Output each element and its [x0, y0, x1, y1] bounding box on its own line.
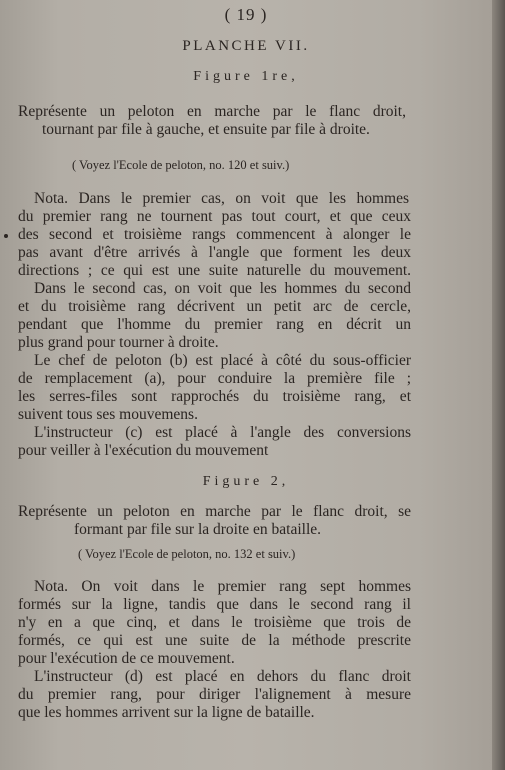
figure-1-nota-line: les serres-files sont rapprochés du troisième rang, et [18, 388, 411, 405]
figure-1-reference: ( Voyez l'Ecole de peloton, no. 120 et suiv.) [72, 158, 290, 172]
figure-2-nota-line: Nota. On voit dans le premier rang sept hommes [34, 578, 411, 595]
figure-2-nota-line: que les hommes arrivent sur la ligne de bataille. [18, 704, 315, 721]
figure-1-nota-line: pas avant d'être arrivés à l'angle que forment les deux [18, 244, 411, 261]
figure-2-nota-line: L'instructeur (d) est placé en dehors du flanc droit [34, 668, 411, 685]
figure-2-nota-line: pour l'exécution de ce mouvement. [18, 650, 235, 667]
figure-1-nota-line: pour veiller à l'exécution du mouvement [18, 442, 269, 459]
figure-1-nota-line: des second et troisième rangs commencent à alonger le [18, 226, 411, 243]
figure-2-desc-line-2: formant par file sur la droite en bataille. [74, 521, 322, 538]
figure-2-nota-line: n'y en a que cinq, et dans le troisième que trois de [18, 614, 411, 631]
figure-1-nota-line: de remplacement (a), pour conduire la première file ; [18, 370, 411, 387]
page-number: ( 19 ) [224, 5, 268, 24]
margin-mark [4, 234, 8, 238]
figure-1-nota-line: plus grand pour tourner à droite. [18, 334, 219, 351]
figure-1-desc-line-1: Représente un peloton en marche par le flanc droit, [18, 103, 406, 120]
figure-2-heading: Figure 2, [202, 474, 290, 489]
figure-2-nota-line: formés sur la ligne, tandis que dans le second rang il [18, 596, 411, 613]
figure-1-nota-line: pendant que l'homme du premier rang en décrit un [18, 316, 411, 333]
figure-1-nota-line: Le chef de peloton (b) est placé à côté du sous-officier [34, 352, 411, 369]
planche-title: PLANCHE VII. [182, 38, 310, 54]
figure-1-nota-line: Dans le second cas, on voit que les hommes du second [34, 280, 411, 297]
figure-2-reference: ( Voyez l'Ecole de peloton, no. 132 et suiv.) [78, 547, 296, 561]
figure-2-nota-line: formés, ce qui est une suite de la méthode prescrite [18, 632, 411, 649]
figure-1-nota-line: suivent tous ses mouvemens. [18, 406, 198, 423]
figure-1-nota-line: et du troisième rang décrivent un petit arc de cercle, [18, 298, 411, 315]
figure-2-desc-line-1: Représente un peloton en marche par le flanc droit, se [18, 503, 411, 520]
figure-1-heading: Figure 1re, [193, 69, 299, 84]
figure-1-nota-line: du premier rang ne tournent pas tout court, et que ceux [18, 208, 411, 225]
figure-1-nota-line: Nota. Dans le premier cas, on voit que les hommes [34, 190, 409, 207]
figure-1-desc-line-2: tournant par file à gauche, et ensuite par file à droite. [42, 121, 370, 138]
figure-1-nota-line: L'instructeur (c) est placé à l'angle des conversions [34, 424, 411, 441]
figure-2-nota-line: du premier rang, pour diriger l'alignement à mesure [18, 686, 411, 703]
page-edge [492, 0, 505, 770]
figure-1-nota-line: directions ; ce qui est une suite naturelle du mouvement. [18, 262, 411, 279]
